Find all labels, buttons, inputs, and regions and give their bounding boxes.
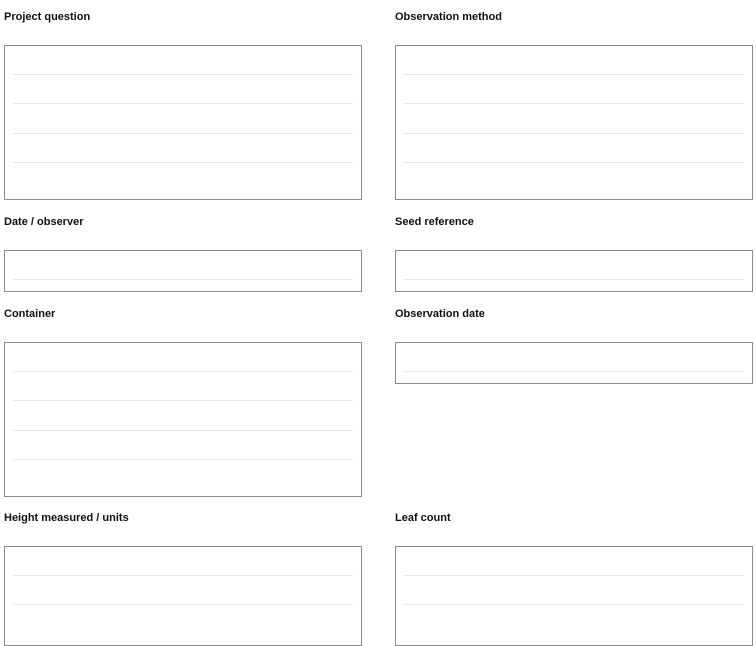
- date-observer-label: Date / observer: [4, 216, 84, 228]
- writing-line: [404, 371, 744, 372]
- height-measured-units-field[interactable]: [4, 546, 362, 646]
- observation-date-label: Observation date: [395, 308, 485, 320]
- date-observer-field[interactable]: [4, 250, 362, 292]
- leaf-count-label: Leaf count: [395, 512, 451, 524]
- writing-line: [404, 133, 744, 134]
- writing-line: [404, 279, 744, 280]
- writing-line: [404, 103, 744, 104]
- writing-line: [404, 74, 744, 75]
- container-field[interactable]: [4, 342, 362, 497]
- writing-line: [404, 575, 744, 576]
- observation-method-label: Observation method: [395, 11, 502, 23]
- writing-line: [404, 604, 744, 605]
- writing-line: [13, 133, 353, 134]
- writing-line: [13, 400, 353, 401]
- writing-line: [13, 459, 353, 460]
- writing-line: [13, 430, 353, 431]
- writing-line: [13, 103, 353, 104]
- leaf-count-field[interactable]: [395, 546, 753, 646]
- container-label: Container: [4, 308, 56, 320]
- writing-line: [13, 604, 353, 605]
- height-measured-units-label: Height measured / units: [4, 512, 129, 524]
- observation-method-field[interactable]: [395, 45, 753, 200]
- seed-reference-field[interactable]: [395, 250, 753, 292]
- project-question-label: Project question: [4, 11, 91, 23]
- observation-date-field[interactable]: [395, 342, 753, 384]
- project-question-field[interactable]: [4, 45, 362, 200]
- writing-line: [13, 575, 353, 576]
- writing-line: [13, 74, 353, 75]
- seed-reference-label: Seed reference: [395, 216, 474, 228]
- writing-line: [13, 371, 353, 372]
- writing-line: [13, 279, 353, 280]
- writing-line: [13, 162, 353, 163]
- writing-line: [404, 162, 744, 163]
